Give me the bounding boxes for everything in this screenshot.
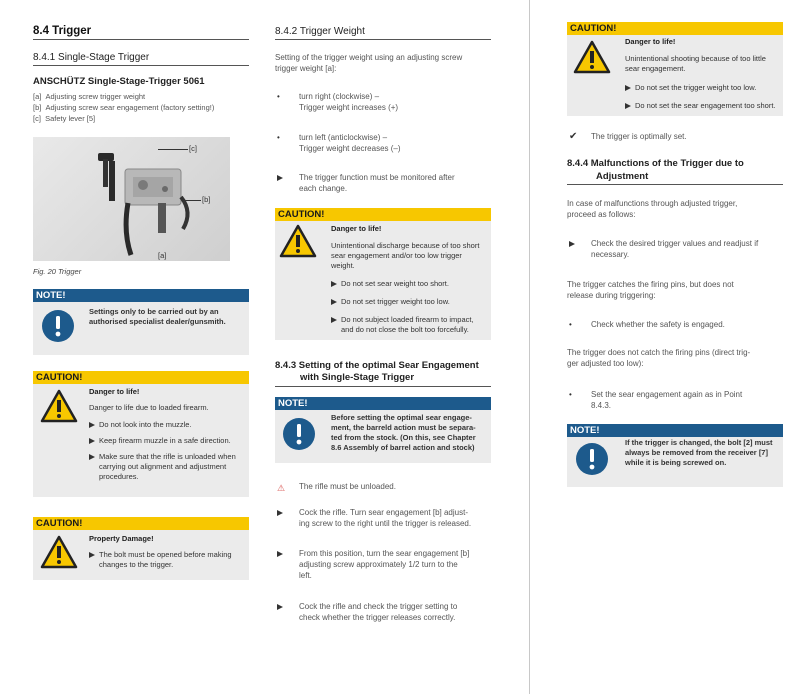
caution-item-cont: carrying out alignment and adjustment: [99, 462, 227, 471]
note-text-line: while it is being screwed on.: [625, 458, 727, 467]
caution-header: CAUTION!: [33, 371, 249, 384]
case-line: ger adjusted too low):: [567, 359, 644, 368]
caution-header: CAUTION!: [275, 208, 491, 221]
legend-item: [a] Adjusting screw trigger weight: [33, 92, 146, 101]
list-item: • turn left (anticlockwise) – Trigger weight decreases (–): [277, 133, 401, 153]
legend-item: [c] Safety lever [5]: [33, 114, 96, 123]
note-text-line: If the trigger is changed, the bolt [2] must: [625, 438, 773, 447]
note-box-separate-barrel: [275, 397, 491, 463]
caution-text: Danger to life due to loaded firearm.: [89, 403, 209, 412]
caution-item: Do not set the sear engagement too short.: [625, 101, 776, 111]
trigger-illustration-icon: [33, 137, 230, 261]
info-exclamation-icon: [41, 309, 75, 343]
callout-a: [a]: [158, 251, 167, 260]
list-item: ✔ The trigger is optimally set.: [569, 131, 687, 142]
section-title-sear-engagement-2: with Single-Stage Trigger: [300, 372, 415, 383]
list-item: The trigger function must be monitored after each change.: [277, 173, 497, 199]
case-line: release during triggering:: [567, 291, 656, 300]
caution-box-unintentional-shooting: [567, 22, 783, 116]
note-header: NOTE!: [275, 397, 491, 410]
caution-text: sear engagement and/or too low trigger: [331, 251, 462, 260]
section-title-sear-engagement: 8.4.3 Setting of the optimal Sear Engagement: [275, 360, 479, 371]
caution-box-loaded-firearm: [33, 371, 249, 497]
callout-line-b: [183, 200, 201, 201]
list-item: Cock the rifle and check the trigger setting to check whether the trigger releases correctly.: [277, 602, 497, 628]
caution-text: Unintentional shooting because of too little: [625, 54, 766, 63]
note-text-line: ted from the stock. (On this, see Chapter: [331, 433, 476, 442]
figure-caption: Fig. 20 Trigger: [33, 267, 82, 276]
caution-item-cont: and do not close the bolt too forcefully.: [341, 325, 469, 334]
product-title: ANSCHÜTZ Single-Stage-Trigger 5061: [33, 76, 205, 87]
callout-line-c: [158, 149, 188, 150]
note-header: NOTE!: [33, 289, 249, 302]
case-line: The trigger catches the firing pins, but does not: [567, 280, 734, 289]
page-divider: [529, 0, 530, 694]
note-text-line: Before setting the optimal sear engage-: [331, 413, 472, 422]
trigger-photo: [33, 137, 230, 261]
caution-item: Do not set sear weight too short.: [331, 279, 449, 289]
list-item: Check the desired trigger values and readjust if necessary.: [569, 239, 789, 265]
caution-header: CAUTION!: [33, 517, 249, 530]
title-rule: [275, 39, 491, 40]
caution-item-cont: procedures.: [99, 472, 139, 481]
caution-box-property-damage: [33, 517, 249, 580]
note-box-remove-bolt: [567, 424, 783, 487]
info-exclamation-icon: [282, 417, 316, 451]
caution-title: Danger to life!: [331, 224, 382, 233]
list-item: • turn right (clockwise) – Trigger weight increases (+): [277, 92, 399, 112]
list-item: From this position, turn the sear engagement [b] adjusting screw approximately 1/2 turn to the left.: [277, 549, 497, 585]
section-title-malfunctions: 8.4.4 Malfunctions of the Trigger due to: [567, 158, 744, 169]
intro-line: Setting of the trigger weight using an adjusting screw: [275, 53, 463, 62]
subsection-title-single-stage: 8.4.1 Single-Stage Trigger: [33, 52, 150, 63]
list-item: • Set the sear engagement again as in Point 8.4.3.: [569, 390, 743, 410]
section-title-malfunctions-2: Adjustment: [596, 171, 649, 182]
title-rule: [33, 39, 249, 40]
note-box-dealer: [33, 289, 249, 355]
warning-triangle-icon: [40, 535, 78, 569]
intro-line: In case of malfunctions through adjusted trigger,: [567, 199, 738, 208]
caution-text: Unintentional discharge because of too short: [331, 241, 480, 250]
intro-line: proceed as follows:: [567, 210, 636, 219]
note-header: NOTE!: [567, 424, 783, 437]
caution-item: Do not subject loaded firearm to impact,: [331, 315, 474, 325]
caution-item: Make sure that the rifle is unloaded when: [89, 452, 236, 462]
caution-title: Property Damage!: [89, 534, 154, 543]
list-item: • Check whether the safety is engaged.: [569, 320, 725, 329]
caution-item: Keep firearm muzzle in a safe direction.: [89, 436, 231, 446]
small-warning-icon: ⚠: [277, 483, 286, 493]
caution-title: Danger to life!: [625, 37, 676, 46]
checkmark-icon: ✔: [569, 131, 578, 142]
note-text-line: always be removed from the receiver [7]: [625, 448, 768, 457]
title-rule: [567, 184, 783, 185]
list-item: ⚠ The rifle must be unloaded.: [277, 482, 396, 493]
warning-triangle-icon: [40, 389, 78, 423]
caution-item: The bolt must be opened before making: [89, 550, 232, 560]
intro-line: trigger weight [a]:: [275, 64, 337, 73]
caution-header: CAUTION!: [567, 22, 783, 35]
warning-triangle-icon: [279, 224, 317, 258]
subtitle-rule: [33, 65, 249, 66]
caution-item: Do not set trigger weight too low.: [331, 297, 450, 307]
callout-c: [c]: [189, 144, 197, 153]
note-text-line: Settings only to be carried out by an: [89, 307, 219, 316]
subsection-title-trigger-weight: 8.4.2 Trigger Weight: [275, 26, 365, 37]
legend-item: [b] Adjusting screw sear engagement (factory setting!): [33, 103, 215, 112]
section-title-trigger: 8.4 Trigger: [33, 25, 92, 37]
warning-triangle-icon: [573, 40, 611, 74]
caution-title: Danger to life!: [89, 387, 140, 396]
note-text-line: ment, the barreld action must be separa-: [331, 423, 476, 432]
caution-text: weight.: [331, 261, 355, 270]
caution-item: Do not set the trigger weight too low.: [625, 83, 756, 93]
caution-text: sear engagement.: [625, 64, 686, 73]
caution-item-cont: changes to the trigger.: [99, 560, 174, 569]
callout-b: [b]: [202, 195, 211, 204]
list-item: Cock the rifle. Turn sear engagement [b] adjust- ing screw to the right until the trigger is released.: [277, 508, 497, 534]
note-text-line: authorised specialist dealer/gunsmith.: [89, 317, 226, 326]
title-rule: [275, 386, 491, 387]
caution-box-unintentional-discharge: [275, 208, 491, 340]
info-exclamation-icon: [575, 442, 609, 476]
case-line: The trigger does not catch the firing pins (direct trig-: [567, 348, 751, 357]
note-text-line: 8.6 Assembly of barrel action and stock): [331, 443, 475, 452]
caution-item: Do not look into the muzzle.: [89, 420, 192, 430]
